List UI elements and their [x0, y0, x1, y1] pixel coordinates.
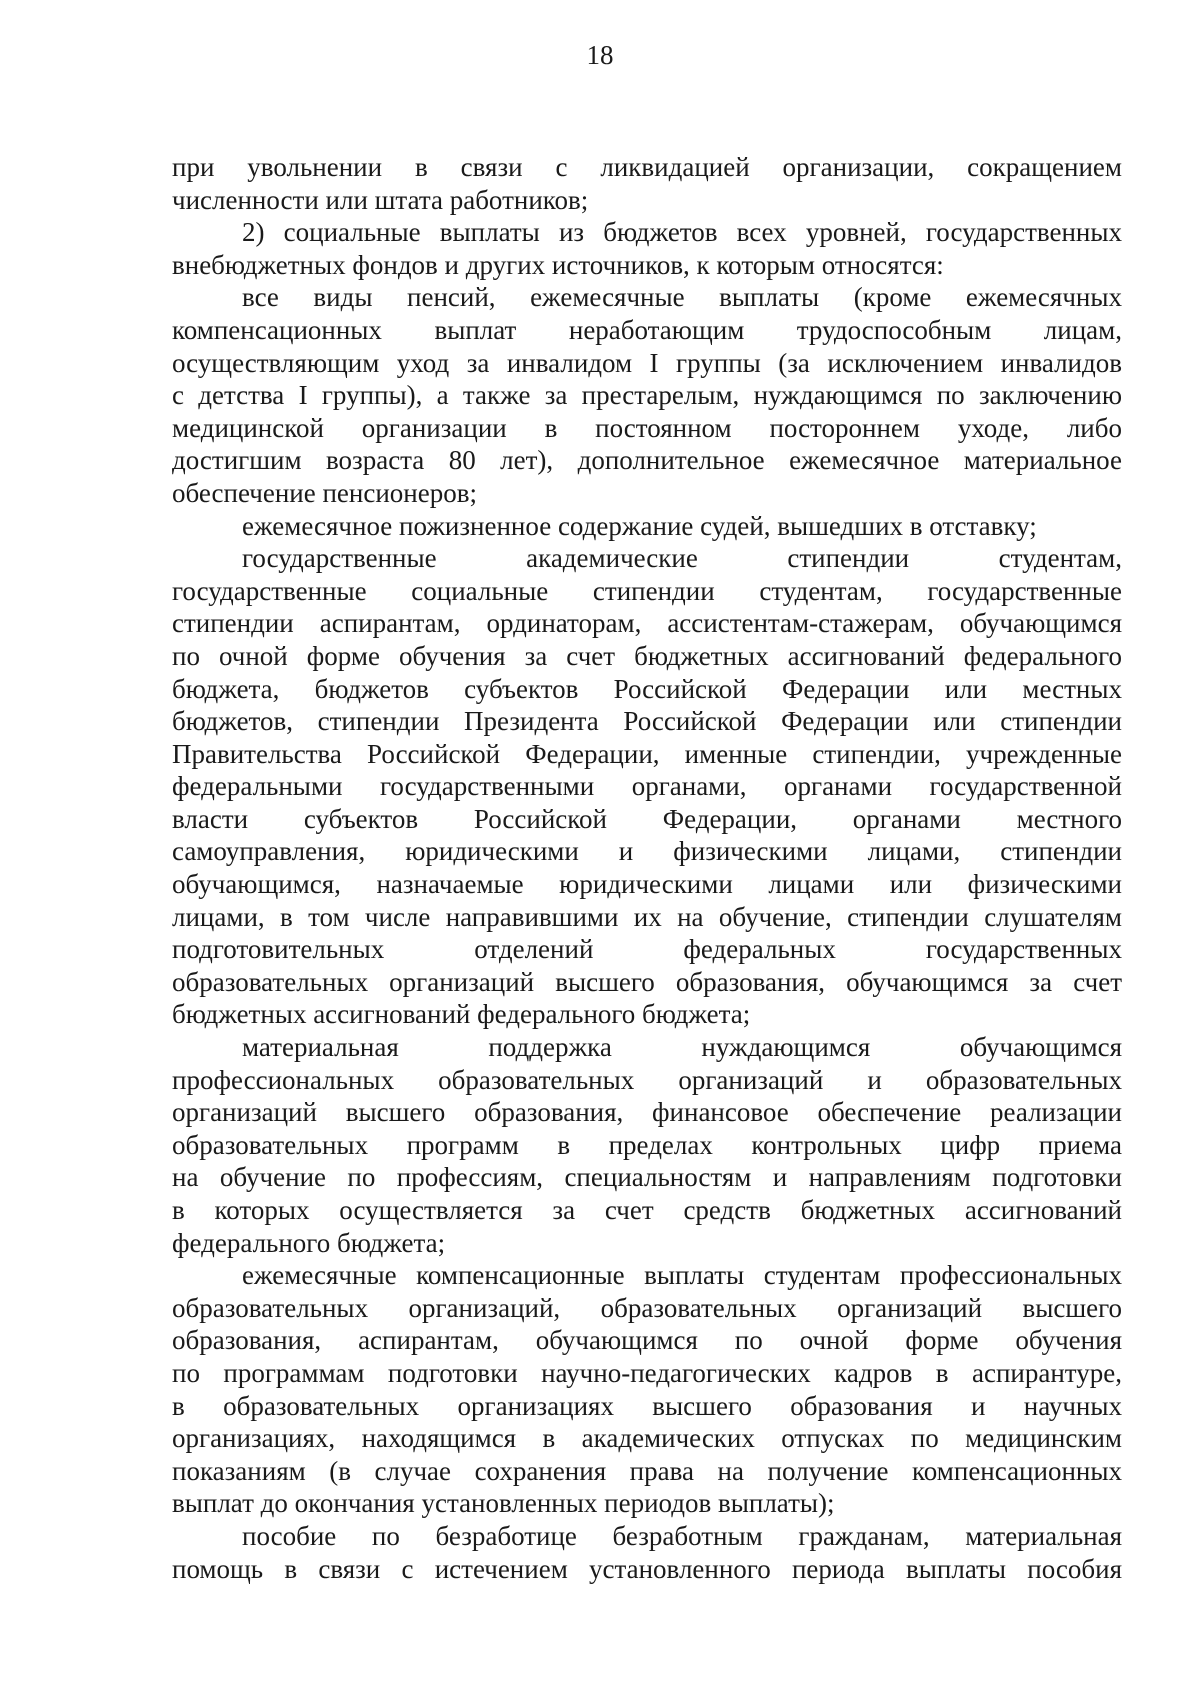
- text-line: по очной форме обучения за счет бюджетных ассигнований федерального: [172, 640, 1122, 671]
- text-line: ежемесячное пожизненное содержание судей, вышедших в отставку;: [242, 510, 1037, 541]
- text-line: лицами, в том числе направившими их на обучение, стипендии слушателям: [172, 901, 1122, 932]
- text-line: медицинской организации в постоянном постороннем уходе, либо: [172, 412, 1122, 443]
- text-line: бюджета, бюджетов субъектов Российской Федерации или местных: [172, 673, 1122, 704]
- text-line: федеральными государственными органами, органами государственной: [172, 771, 1122, 802]
- text-line: внебюджетных фондов и других источников, к которым относятся:: [172, 249, 944, 280]
- text-line: федерального бюджета;: [172, 1227, 446, 1258]
- text-line: с детства I группы), а также за престарелым, нуждающимся по заключению: [172, 380, 1122, 411]
- text-line: выплат до окончания установленных периодов выплаты);: [172, 1488, 835, 1519]
- text-line: компенсационных выплат неработающим трудоспособным лицам,: [172, 314, 1122, 345]
- text-line: на обучение по профессиям, специальностям и направлениям подготовки: [172, 1162, 1122, 1193]
- text-line: по программам подготовки научно-педагогических кадров в аспирантуре,: [172, 1357, 1122, 1388]
- text-line: Правительства Российской Федерации, именные стипендии, учрежденные: [172, 738, 1122, 769]
- text-line: все виды пенсий, ежемесячные выплаты (кроме ежемесячных: [242, 282, 1122, 313]
- text-line: численности или штата работников;: [172, 184, 589, 215]
- text-line: обучающимся, назначаемые юридическими лицами или физическими: [172, 869, 1122, 900]
- text-line: обеспечение пенсионеров;: [172, 477, 477, 508]
- text-line: власти субъектов Российской Федерации, органами местного: [172, 803, 1122, 834]
- text-line: государственные академические стипендии студентам,: [242, 543, 1122, 574]
- text-line: показаниям (в случае сохранения права на получение компенсационных: [172, 1455, 1122, 1486]
- text-line: 2) социальные выплаты из бюджетов всех уровней, государственных: [242, 217, 1122, 248]
- text-line: при увольнении в связи с ликвидацией организации, сокращением: [172, 152, 1122, 182]
- text-line: бюджетных ассигнований федерального бюджета;: [172, 999, 751, 1030]
- text-line: организаций высшего образования, финансовое обеспечение реализации: [172, 1097, 1122, 1128]
- body-text: [172, 151, 1122, 1585]
- page-number: 18: [586, 40, 614, 70]
- text-line: государственные социальные стипендии студентам, государственные: [172, 575, 1122, 606]
- text-line: профессиональных образовательных организаций и образовательных: [172, 1064, 1122, 1095]
- text-line: в образовательных организациях высшего образования и научных: [172, 1390, 1122, 1421]
- text-line: осуществляющим уход за инвалидом I группы (за исключением инвалидов: [172, 347, 1122, 378]
- text-line: образовательных программ в пределах контрольных цифр приема: [172, 1129, 1122, 1160]
- text-line: подготовительных отделений федеральных государственных: [172, 934, 1122, 965]
- text-line: ежемесячные компенсационные выплаты студентам профессиональных: [242, 1260, 1122, 1291]
- text-line: достигшим возраста 80 лет), дополнительное ежемесячное материальное: [172, 445, 1122, 476]
- text-line: образования, аспирантам, обучающимся по очной форме обучения: [172, 1325, 1122, 1356]
- text-line: помощь в связи с истечением установленного периода выплаты пособия: [172, 1553, 1122, 1584]
- text-line: материальная поддержка нуждающимся обучающимся: [242, 1032, 1122, 1063]
- text-line: образовательных организаций, образовательных организаций высшего: [172, 1292, 1122, 1323]
- text-line: самоуправления, юридическими и физическими лицами, стипендии: [172, 836, 1122, 867]
- text-line: в которых осуществляется за счет средств бюджетных ассигнований: [172, 1195, 1122, 1225]
- text-line: бюджетов, стипендии Президента Российской Федерации или стипендии: [172, 706, 1122, 737]
- text-line: организациях, находящимся в академических отпусках по медицинским: [172, 1423, 1122, 1454]
- text-line: образовательных организаций высшего образования, обучающимся за счет: [172, 966, 1122, 997]
- text-line: стипендии аспирантам, ординаторам, ассистентам-стажерам, обучающимся: [172, 608, 1122, 639]
- text-line: пособие по безработице безработным гражданам, материальная: [242, 1520, 1122, 1551]
